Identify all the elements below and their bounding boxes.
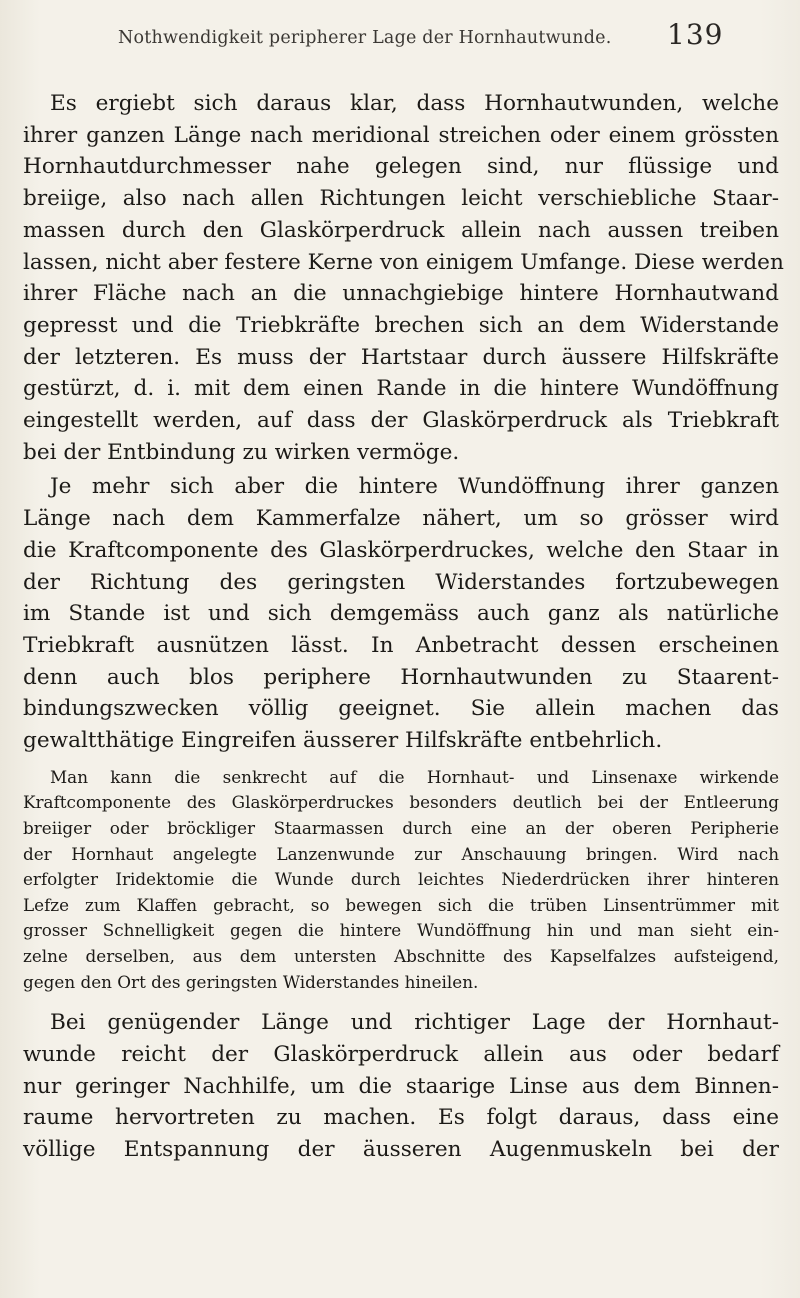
- note-line: gegen den Ort des geringsten Widerstandes hineilen.: [23, 971, 479, 992]
- text-line: Bei genügender Länge und richtiger Lage der Hornhaut-: [50, 1010, 779, 1036]
- text-line: breiige, also nach allen Richtungen leicht verschiebliche Staar-: [23, 186, 779, 212]
- body-text: [23, 88, 784, 1166]
- small-print-note: [23, 765, 779, 995]
- text-line: massen durch den Glaskörperdruck allein nach aussen treiben: [23, 217, 779, 243]
- running-head: Nothwendigkeit peripherer Lage der Hornhautwunde.: [118, 28, 612, 48]
- text-line: lassen, nicht aber festere Kerne von einigem Umfange. Diese werden: [23, 249, 784, 275]
- note-line: grosser Schnelligkeit gegen die hintere Wundöffnung hin und man sieht ein-: [23, 920, 779, 941]
- text-line: der Richtung des geringsten Widerstandes fortzubewegen: [23, 569, 779, 595]
- text-line: gewaltthätige Eingreifen äusserer Hilfskräfte entbehrlich.: [23, 728, 663, 754]
- note-line: Man kann die senkrecht auf die Hornhaut- und Linsenaxe wirkende: [50, 766, 779, 787]
- text-line: denn auch blos periphere Hornhautwunden zu Staarent-: [23, 664, 779, 690]
- text-line: ihrer Fläche nach an die unnachgiebige hintere Hornhautwand: [23, 281, 779, 307]
- paragraph-3: [23, 1007, 779, 1166]
- text-line: Es ergiebt sich daraus klar, dass Hornhautwunden, welche: [50, 91, 779, 116]
- text-line: völlige Entspannung der äusseren Augenmuskeln bei der: [23, 1136, 779, 1162]
- text-line: Triebkraft ausnützen lässt. In Anbetracht dessen erscheinen: [23, 632, 779, 658]
- text-line: die Kraftcomponente des Glaskörperdruckes, welche den Staar in: [23, 537, 779, 563]
- text-line: bei der Entbindung zu wirken vermöge.: [23, 439, 460, 465]
- text-line: gestürzt, d. i. mit dem einen Rande in die hintere Wundöffnung: [23, 376, 779, 402]
- text-line: bindungszwecken völlig geeignet. Sie allein machen das: [23, 696, 779, 722]
- text-line: gepresst und die Triebkräfte brechen sich an dem Widerstande: [23, 312, 779, 338]
- note-line: Lefze zum Klaffen gebracht, so bewegen sich die trüben Linsentrümmer mit: [23, 894, 779, 915]
- text-line: nur geringer Nachhilfe, um die staarige Linse aus dem Binnen-: [23, 1073, 779, 1099]
- text-line: im Stande ist und sich demgemäss auch ganz als natürliche: [23, 601, 779, 627]
- text-line: Länge nach dem Kammerfalze nähert, um so grösser wird: [23, 506, 779, 532]
- note-line: zelne derselben, aus dem untersten Abschnitte des Kapselfalzes aufsteigend,: [23, 945, 779, 966]
- text-line: raume hervortreten zu machen. Es folgt daraus, dass eine: [23, 1105, 779, 1131]
- note-line: breiiger oder bröckliger Staarmassen durch eine an der oberen Peripherie: [23, 817, 779, 838]
- note-line: Kraftcomponente des Glaskörperdruckes besonders deutlich bei der Entleerung: [23, 792, 779, 813]
- paragraph-2: [23, 471, 779, 756]
- text-line: Hornhautdurchmesser nahe gelegen sind, nur flüssige und: [23, 154, 779, 180]
- page-header: [0, 18, 800, 58]
- page-number: 139: [667, 18, 724, 51]
- text-line: wunde reicht der Glaskörperdruck allein aus oder bedarf: [23, 1041, 779, 1067]
- text-line: eingestellt werden, auf dass der Glaskörperdruck als Triebkraft: [23, 408, 779, 434]
- text-line: der letzteren. Es muss der Hartstaar durch äussere Hilfskräfte: [23, 344, 779, 370]
- paragraph-1: [23, 88, 784, 468]
- text-line: ihrer ganzen Länge nach meridional streichen oder einem grössten: [23, 122, 779, 148]
- note-line: der Hornhaut angelegte Lanzenwunde zur Anschauung bringen. Wird nach: [23, 843, 779, 864]
- text-line: Je mehr sich aber die hintere Wundöffnung ihrer ganzen: [50, 474, 779, 500]
- note-line: erfolgter Iridektomie die Wunde durch leichtes Niederdrücken ihrer hinteren: [23, 869, 779, 890]
